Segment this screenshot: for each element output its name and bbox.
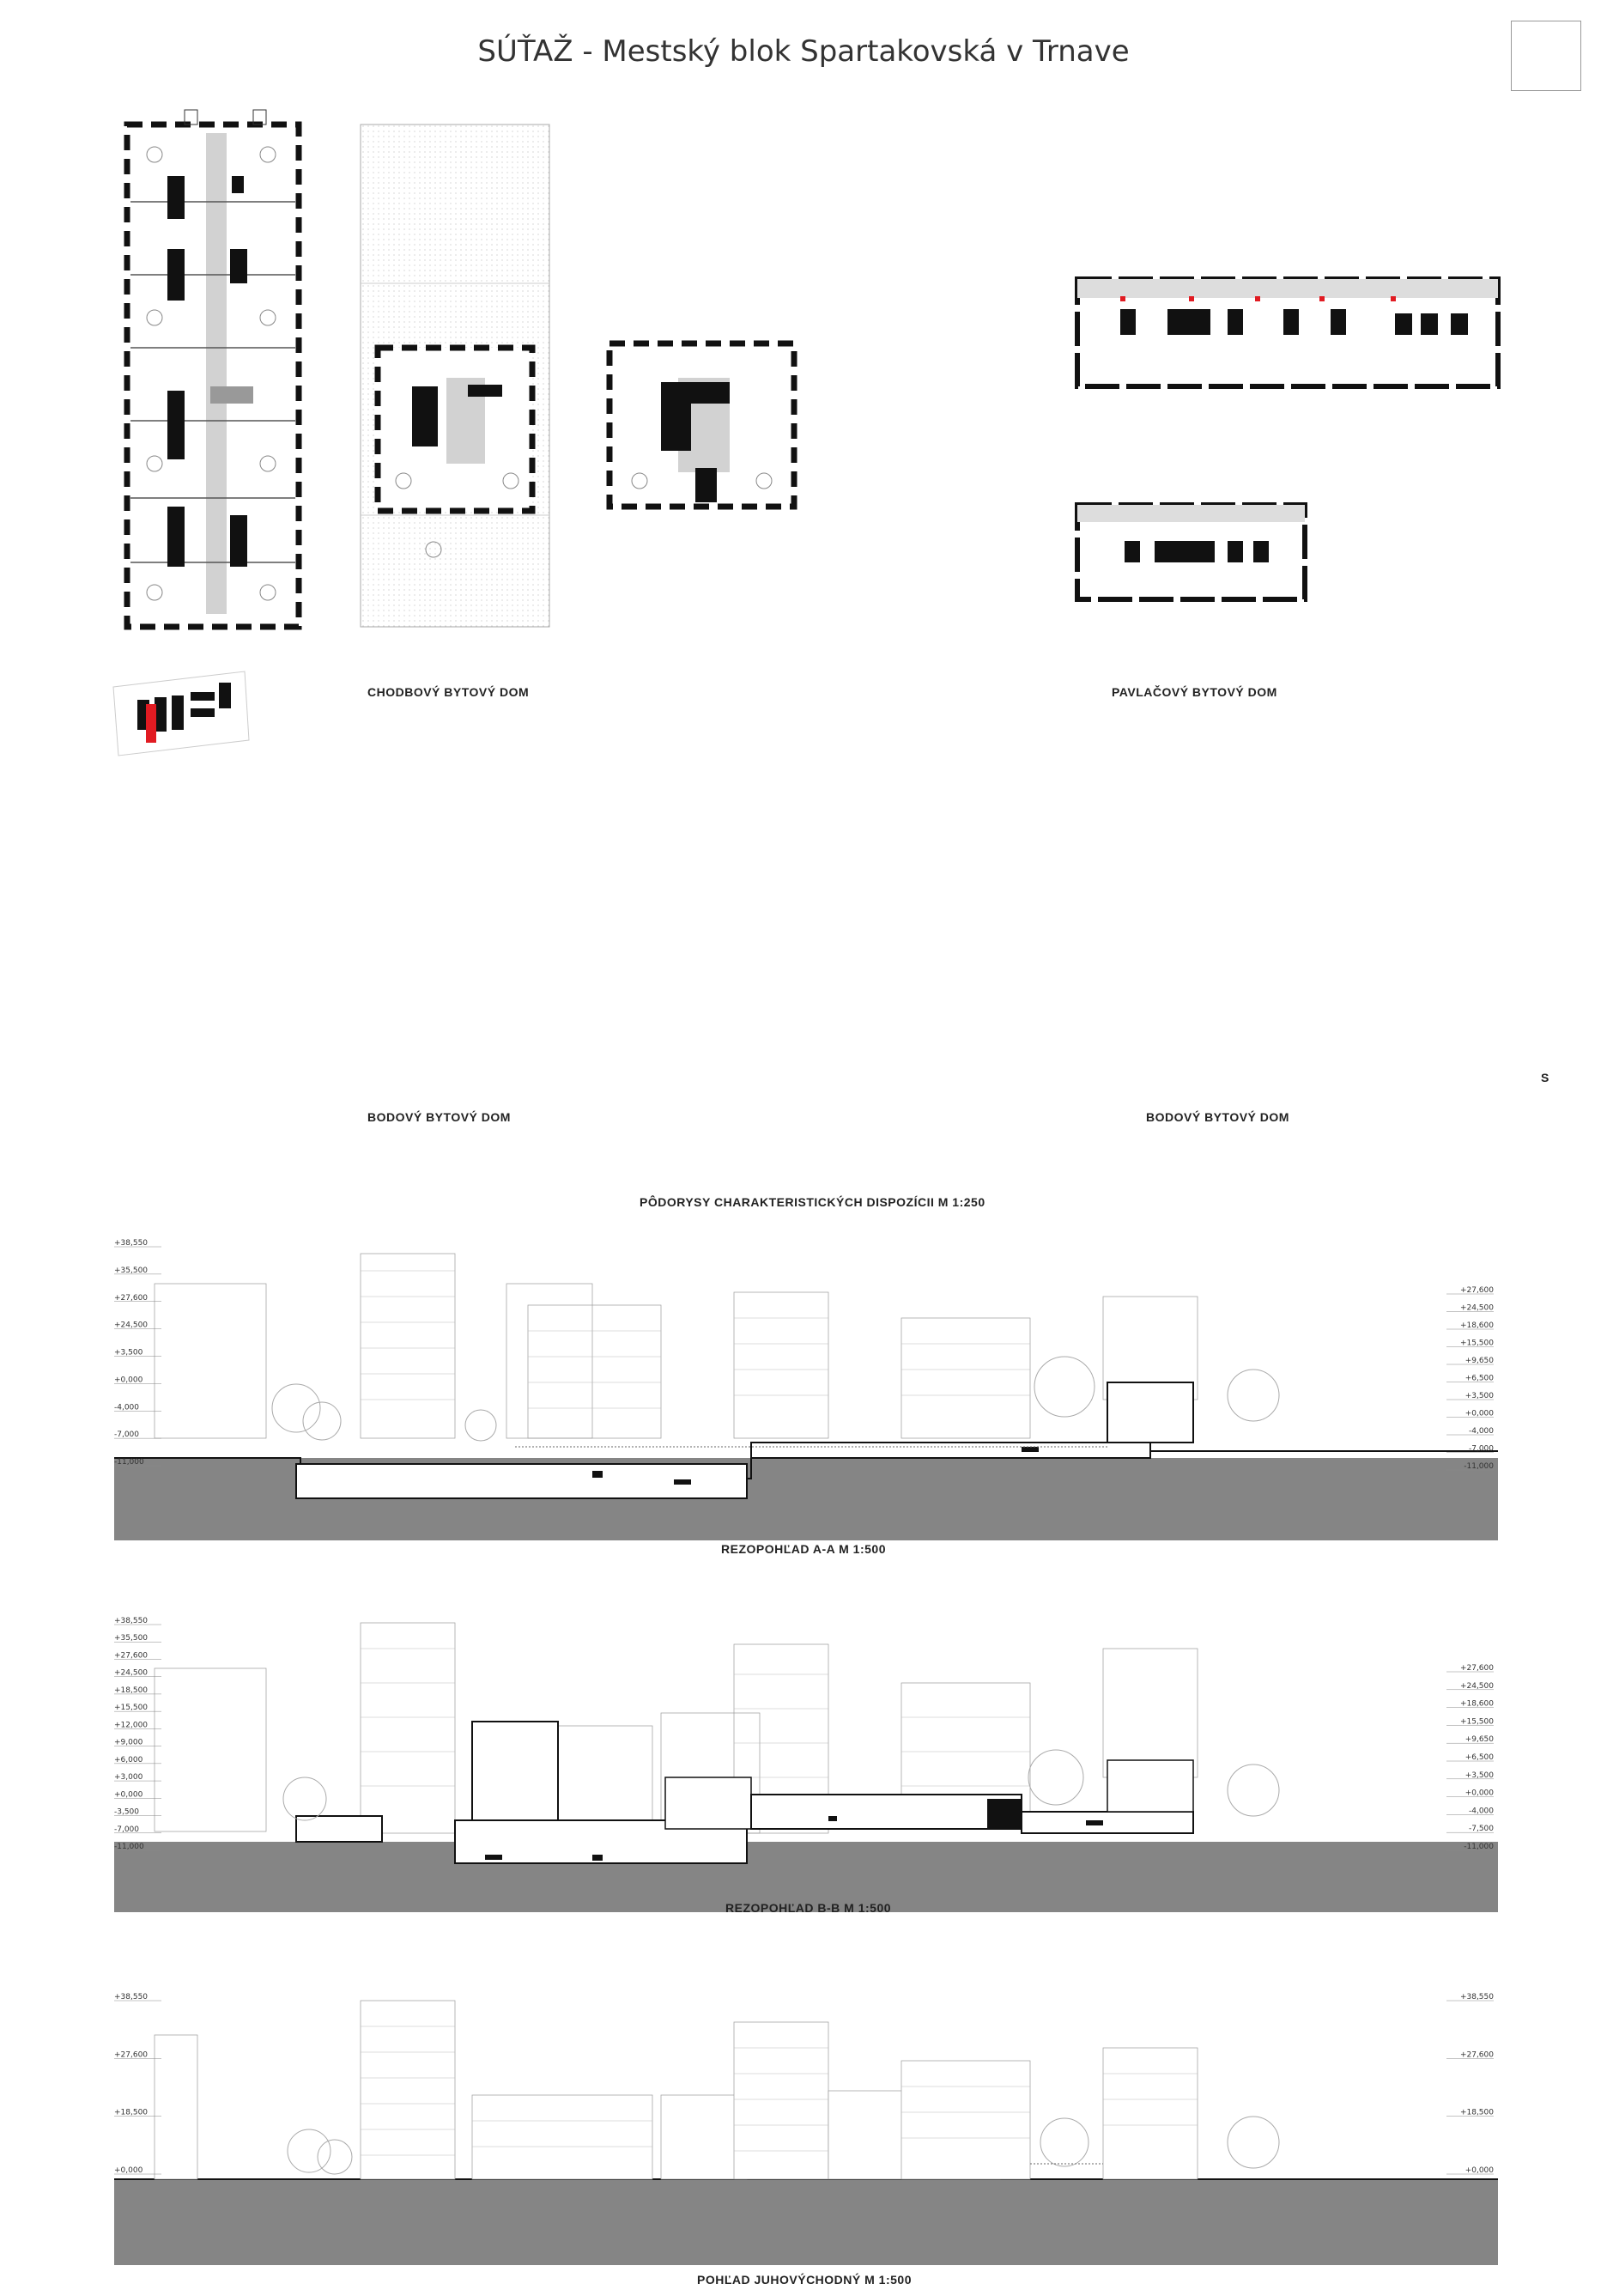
- label-point-building-1: BODOVÝ BYTOVÝ DOM: [367, 1110, 511, 1124]
- label-gallery-building: PAVLAČOVÝ BYTOVÝ DOM: [1112, 685, 1277, 699]
- elevation-right-levels: [1446, 1993, 1494, 2175]
- level-label: +35,500: [114, 1266, 149, 1275]
- gallery-building-plan-1: [1077, 279, 1498, 386]
- level-label: +0,000: [114, 1790, 143, 1800]
- level-label: +27,600: [114, 1293, 149, 1303]
- corridor-building-plan: [127, 110, 299, 627]
- level-label: +35,500: [114, 1634, 149, 1643]
- level-label: -4,000: [114, 1403, 140, 1412]
- level-label: -3,500: [114, 1807, 140, 1817]
- level-label: +27,600: [1459, 1664, 1494, 1673]
- level-label: -4,000: [1468, 1807, 1494, 1816]
- level-label: +27,600: [114, 1651, 149, 1661]
- level-label: +18,600: [1459, 1699, 1494, 1709]
- level-label: -4,000: [1468, 1427, 1494, 1436]
- elevation-southeast: [0, 1958, 1607, 2293]
- level-label: +38,550: [114, 1239, 149, 1248]
- level-label: +38,550: [114, 1993, 149, 2001]
- label-point-building-2: BODOVÝ BYTOVÝ DOM: [1146, 1110, 1289, 1124]
- level-label: +9,000: [114, 1738, 143, 1747]
- level-label: +27,600: [1459, 1286, 1494, 1295]
- level-label: +18,600: [1459, 1321, 1494, 1330]
- level-label: +15,500: [1459, 1717, 1494, 1727]
- section-a-right-levels: [1446, 1286, 1494, 1471]
- label-corridor-building: CHODBOVÝ BYTOVÝ DOM: [367, 685, 530, 699]
- level-label: -11,000: [1464, 1843, 1494, 1851]
- level-label: +0,000: [114, 2166, 143, 2175]
- level-label: +3,000: [114, 1773, 143, 1783]
- level-label: +15,500: [114, 1704, 149, 1713]
- level-label: +15,500: [1459, 1339, 1494, 1348]
- elevation-caption: POHĽAD JUHOVÝCHODNÝ M 1:500: [697, 2273, 912, 2287]
- sheet-title: SÚŤAŽ - Mestský blok Spartakovská v Trnave: [477, 34, 1130, 69]
- level-label: +3,500: [114, 1348, 143, 1358]
- level-label: +27,600: [114, 2050, 149, 2060]
- level-label: +27,600: [1459, 2050, 1494, 2060]
- level-label: +18,500: [114, 1686, 149, 1695]
- point-building-small-plan: [609, 343, 794, 507]
- section-b-b: [0, 1606, 1607, 1941]
- level-label: +24,500: [114, 1321, 149, 1330]
- level-label: +24,500: [1459, 1303, 1494, 1313]
- level-label: +9,650: [1464, 1357, 1494, 1365]
- site-plan-block: [361, 125, 549, 627]
- level-label: +6,500: [1464, 1374, 1494, 1383]
- level-label: -11,000: [114, 1843, 144, 1851]
- level-label: +6,000: [114, 1755, 143, 1765]
- level-label: -7,000: [1468, 1444, 1494, 1454]
- level-label: -7,000: [114, 1825, 140, 1834]
- level-label: +0,000: [1464, 1789, 1494, 1798]
- gallery-building-plan-2: [1077, 505, 1305, 599]
- level-label: +3,500: [1464, 1771, 1494, 1780]
- level-label: +18,500: [1459, 2108, 1494, 2117]
- level-label: +38,550: [1459, 1993, 1494, 2001]
- level-label: -7,000: [114, 1430, 140, 1440]
- section-a-caption: REZOPOHĽAD A-A M 1:500: [721, 1542, 886, 1556]
- level-label: +6,500: [1464, 1753, 1494, 1762]
- level-label: +0,000: [114, 1376, 143, 1385]
- level-label: +24,500: [1459, 1681, 1494, 1691]
- section-a-a: [0, 1228, 1607, 1571]
- section-b-right-levels: [1446, 1664, 1494, 1851]
- level-label: +18,500: [114, 2108, 149, 2117]
- section-b-caption: REZOPOHĽAD B-B M 1:500: [725, 1901, 892, 1915]
- level-label: -11,000: [1464, 1462, 1494, 1471]
- level-label: +38,550: [114, 1617, 149, 1625]
- level-label: +9,650: [1464, 1735, 1494, 1745]
- north-label: S: [1541, 1071, 1549, 1084]
- level-label: +0,000: [1464, 2166, 1494, 2175]
- key-diagram-1: [113, 671, 249, 756]
- level-label: +3,500: [1464, 1392, 1494, 1400]
- level-label: +0,000: [1464, 1409, 1494, 1418]
- level-label: -11,000: [114, 1458, 144, 1467]
- level-label: -7,500: [1468, 1825, 1494, 1834]
- level-label: +12,000: [114, 1721, 149, 1730]
- level-label: +24,500: [114, 1668, 149, 1678]
- plans-caption: PÔDORYSY CHARAKTERISTICKÝCH DISPOZÍCII M 1:250: [640, 1195, 985, 1209]
